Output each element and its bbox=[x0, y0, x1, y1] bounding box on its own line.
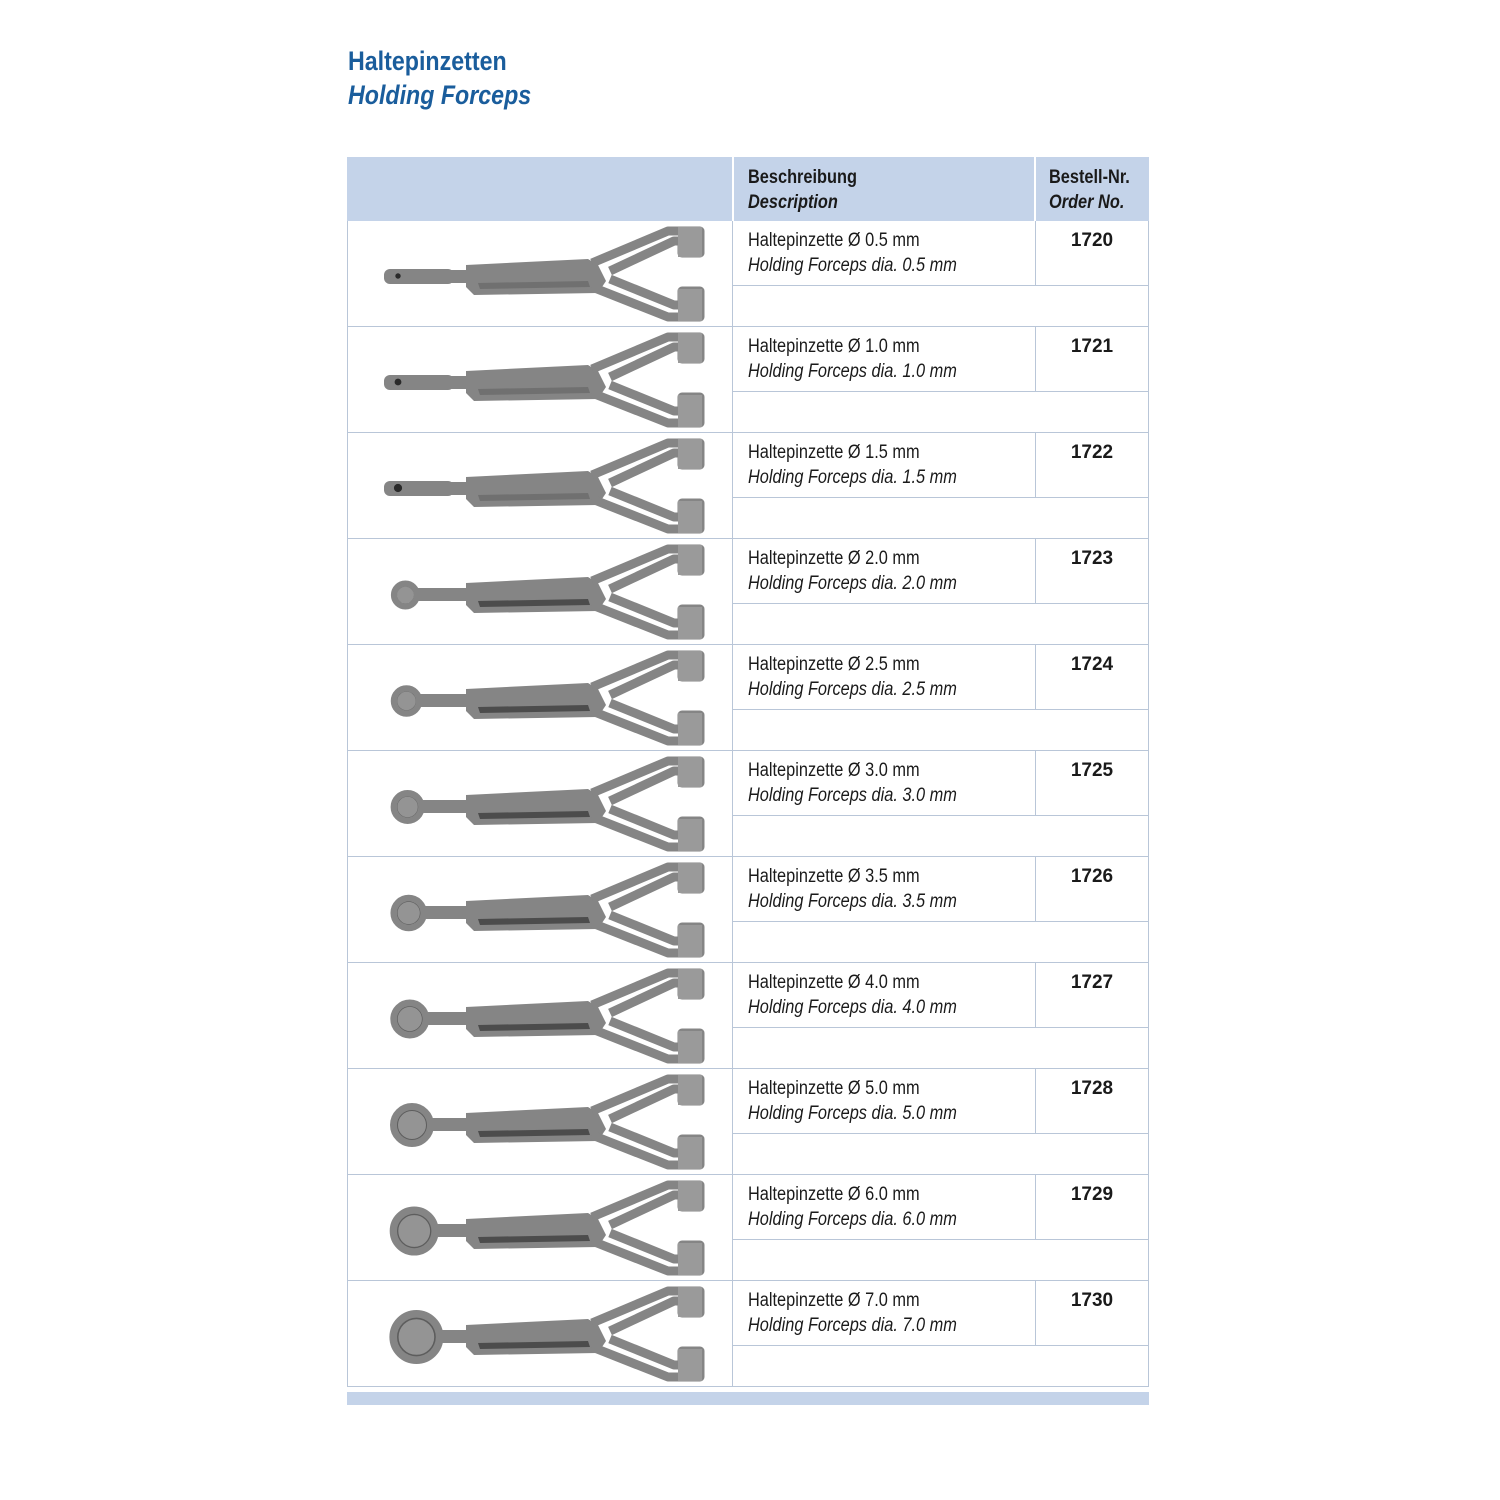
table-header bbox=[347, 157, 1149, 221]
holding-forceps-image bbox=[378, 1179, 708, 1277]
description-german: Haltepinzette Ø 6.0 mm bbox=[748, 1184, 920, 1205]
description-english: Holding Forceps dia. 1.0 mm bbox=[748, 361, 957, 382]
empty-cell bbox=[733, 498, 1149, 539]
table-row bbox=[347, 221, 1149, 327]
description-english: Holding Forceps dia. 2.5 mm bbox=[748, 679, 957, 700]
order-header-english: Order No. bbox=[1049, 192, 1125, 213]
page-title-block bbox=[348, 44, 561, 112]
empty-cell bbox=[733, 816, 1149, 857]
product-image-cell bbox=[347, 1281, 733, 1387]
order-number-cell bbox=[1035, 327, 1149, 392]
product-image-cell bbox=[347, 433, 733, 539]
description-english: Holding Forceps dia. 6.0 mm bbox=[748, 1209, 957, 1230]
description-english: Holding Forceps dia. 2.0 mm bbox=[748, 573, 957, 594]
order-number-cell bbox=[1035, 539, 1149, 604]
product-image-cell bbox=[347, 857, 733, 963]
order-number: 1728 bbox=[1070, 1078, 1114, 1099]
table-row bbox=[347, 327, 1149, 433]
product-image-cell bbox=[347, 963, 733, 1069]
empty-cell bbox=[733, 1346, 1149, 1387]
order-number-cell bbox=[1035, 1069, 1149, 1134]
empty-cell bbox=[733, 1028, 1149, 1069]
order-number-cell bbox=[1035, 433, 1149, 498]
holding-forceps-image bbox=[378, 437, 708, 535]
description-german: Haltepinzette Ø 1.5 mm bbox=[748, 442, 920, 463]
table-row bbox=[347, 963, 1149, 1069]
description-cell bbox=[733, 539, 1035, 604]
description-english: Holding Forceps dia. 3.5 mm bbox=[748, 891, 957, 912]
order-number-cell bbox=[1035, 751, 1149, 816]
holding-forceps-image bbox=[378, 1073, 708, 1171]
table-row bbox=[347, 433, 1149, 539]
description-cell bbox=[733, 221, 1035, 286]
description-english: Holding Forceps dia. 1.5 mm bbox=[748, 467, 957, 488]
description-cell bbox=[733, 645, 1035, 710]
order-number: 1720 bbox=[1070, 230, 1114, 251]
empty-cell bbox=[733, 286, 1149, 327]
order-header-german: Bestell-Nr. bbox=[1049, 167, 1130, 188]
order-column-header bbox=[1049, 165, 1143, 215]
empty-cell bbox=[733, 710, 1149, 751]
order-number: 1725 bbox=[1070, 760, 1114, 781]
holding-forceps-image bbox=[378, 543, 708, 641]
table-row bbox=[347, 751, 1149, 857]
order-number-cell bbox=[1035, 645, 1149, 710]
description-german: Haltepinzette Ø 5.0 mm bbox=[748, 1078, 920, 1099]
empty-cell bbox=[733, 922, 1149, 963]
order-number: 1729 bbox=[1070, 1184, 1114, 1205]
product-image-cell bbox=[347, 539, 733, 645]
row-divider bbox=[347, 1386, 1149, 1387]
description-cell bbox=[733, 327, 1035, 392]
product-image-cell bbox=[347, 1069, 733, 1175]
description-cell bbox=[733, 1069, 1035, 1134]
table-row bbox=[347, 539, 1149, 645]
description-column-header bbox=[748, 165, 875, 215]
page-title-english: Holding Forceps bbox=[348, 80, 532, 110]
description-cell bbox=[733, 1281, 1035, 1346]
page-title-german: Haltepinzetten bbox=[348, 46, 507, 76]
order-number-cell bbox=[1035, 963, 1149, 1028]
description-english: Holding Forceps dia. 3.0 mm bbox=[748, 785, 957, 806]
description-german: Haltepinzette Ø 4.0 mm bbox=[748, 972, 920, 993]
empty-cell bbox=[733, 1240, 1149, 1281]
holding-forceps-image bbox=[378, 967, 708, 1065]
table-row bbox=[347, 857, 1149, 963]
header-divider bbox=[1034, 157, 1036, 221]
description-cell bbox=[733, 1175, 1035, 1240]
order-number: 1723 bbox=[1070, 548, 1114, 569]
product-image-cell bbox=[347, 751, 733, 857]
description-header-german: Beschreibung bbox=[748, 167, 857, 188]
description-cell bbox=[733, 751, 1035, 816]
description-german: Haltepinzette Ø 1.0 mm bbox=[748, 336, 920, 357]
description-cell bbox=[733, 433, 1035, 498]
order-number-cell bbox=[1035, 221, 1149, 286]
description-english: Holding Forceps dia. 7.0 mm bbox=[748, 1315, 957, 1336]
empty-cell bbox=[733, 1134, 1149, 1175]
description-cell bbox=[733, 963, 1035, 1028]
order-number: 1730 bbox=[1070, 1290, 1114, 1311]
holding-forceps-image bbox=[378, 755, 708, 853]
order-number-cell bbox=[1035, 1281, 1149, 1346]
order-number: 1727 bbox=[1070, 972, 1114, 993]
order-number: 1722 bbox=[1070, 442, 1114, 463]
product-image-cell bbox=[347, 327, 733, 433]
empty-cell bbox=[733, 392, 1149, 433]
description-german: Haltepinzette Ø 7.0 mm bbox=[748, 1290, 920, 1311]
order-number-cell bbox=[1035, 857, 1149, 922]
table-footer-bar bbox=[347, 1392, 1149, 1405]
order-number-cell bbox=[1035, 1175, 1149, 1240]
holding-forceps-image bbox=[378, 861, 708, 959]
product-image-cell bbox=[347, 1175, 733, 1281]
description-cell bbox=[733, 857, 1035, 922]
header-divider bbox=[732, 157, 734, 221]
order-number: 1721 bbox=[1070, 336, 1114, 357]
description-english: Holding Forceps dia. 0.5 mm bbox=[748, 255, 957, 276]
product-image-cell bbox=[347, 645, 733, 751]
table-row bbox=[347, 645, 1149, 751]
description-german: Haltepinzette Ø 3.0 mm bbox=[748, 760, 920, 781]
table-row bbox=[347, 1175, 1149, 1281]
table-row bbox=[347, 1281, 1149, 1387]
description-english: Holding Forceps dia. 4.0 mm bbox=[748, 997, 957, 1018]
empty-cell bbox=[733, 604, 1149, 645]
description-german: Haltepinzette Ø 2.0 mm bbox=[748, 548, 920, 569]
order-number: 1724 bbox=[1070, 654, 1114, 675]
description-german: Haltepinzette Ø 0.5 mm bbox=[748, 230, 920, 251]
description-header-english: Description bbox=[748, 192, 838, 213]
description-german: Haltepinzette Ø 3.5 mm bbox=[748, 866, 920, 887]
product-table bbox=[347, 157, 1149, 1405]
description-german: Haltepinzette Ø 2.5 mm bbox=[748, 654, 920, 675]
holding-forceps-image bbox=[378, 225, 708, 323]
description-english: Holding Forceps dia. 5.0 mm bbox=[748, 1103, 957, 1124]
product-image-cell bbox=[347, 221, 733, 327]
holding-forceps-image bbox=[378, 1285, 708, 1383]
holding-forceps-image bbox=[378, 649, 708, 747]
holding-forceps-image bbox=[378, 331, 708, 429]
table-row bbox=[347, 1069, 1149, 1175]
order-number: 1726 bbox=[1070, 866, 1114, 887]
